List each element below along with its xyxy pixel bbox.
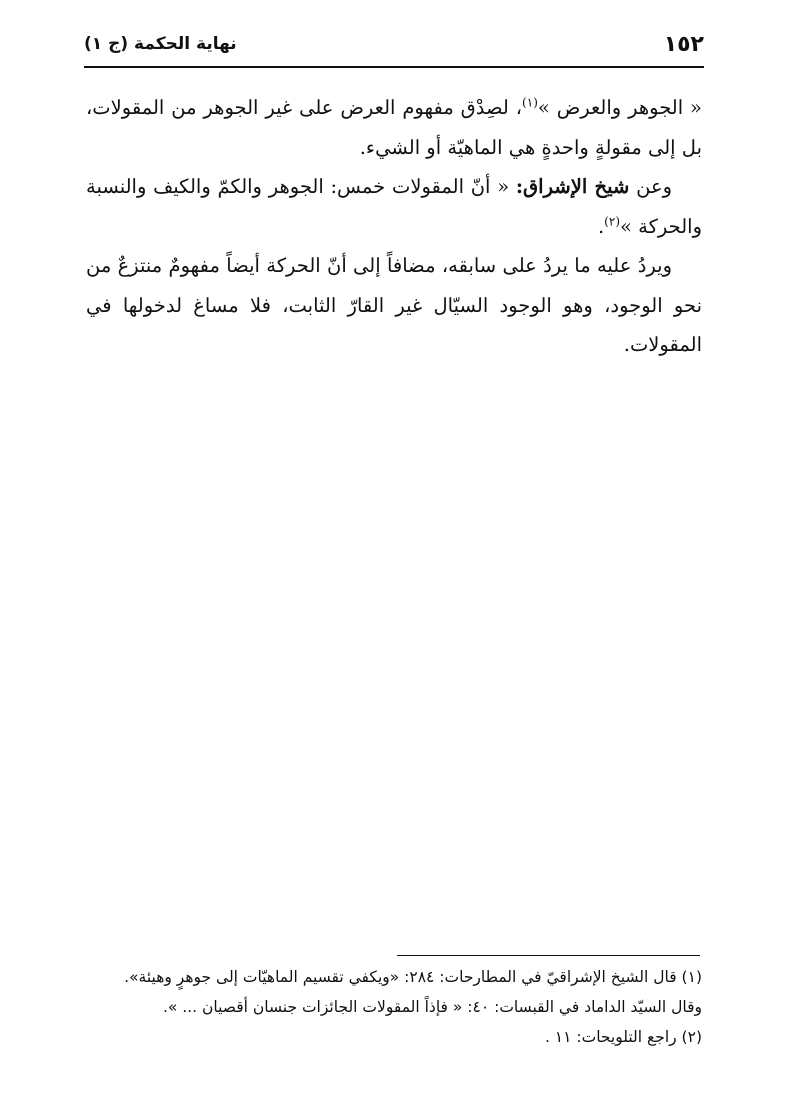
footnote-1-continued: وقال السيّد الداماد في القبسات: ٤٠: « فإذاً المقولات الجائزات جنسان أقصيان ... ». <box>162 998 702 1016</box>
page-number: ١٥٢ <box>663 32 704 57</box>
paragraph-text: ، لصِدْق مفهوم العرض على غير الجوهر من المقولات، بل إلى مقولةٍ واحدةٍ هي الماهيّة أو الشيء. <box>86 96 702 159</box>
paragraph-illumination-sheikh <box>86 167 702 246</box>
footnote-2: (٢) راجع التلويحات: ١١ . <box>544 1028 702 1046</box>
paragraph-categories-conclusion <box>86 88 702 167</box>
paragraph-text: « الجوهر والعرض » <box>537 96 702 119</box>
running-head <box>84 30 704 64</box>
paragraph-text: . <box>597 214 605 238</box>
footnotes <box>86 962 702 1052</box>
footnote-separator <box>397 955 700 956</box>
footnote-ref-2: (٢) <box>604 214 620 228</box>
book-title: نهاية الحكمة (ج ١) <box>84 34 237 54</box>
body-text <box>86 88 702 365</box>
paragraph-text: « أنّ المقولات خمس: الجوهر والكمّ والكيف والنسبة والحركة » <box>86 175 702 238</box>
footnote-ref-1: (١) <box>522 95 538 110</box>
paragraph-text: وعن <box>629 175 672 198</box>
footnote-1: (١) قال الشيخ الإشراقيّ في المطارحات: ٢٨٤: «ويكفي تقسيم الماهيّات إلى جوهرٍ وهيئة». <box>124 968 702 986</box>
bold-term: شيخ الإشراق: <box>515 175 630 198</box>
header-rule <box>84 66 704 68</box>
paragraph-objection <box>86 246 702 365</box>
paragraph-text: ويردُ عليه ما يردُ على سابقه، مضافاً إلى أنّ الحركة أيضاً مفهومٌ منتزعٌ من نحو الوجود، وهو الوجود السيّال غير القارّ الثابت، فلا مساغ لدخولها في المقولات. <box>86 254 702 356</box>
